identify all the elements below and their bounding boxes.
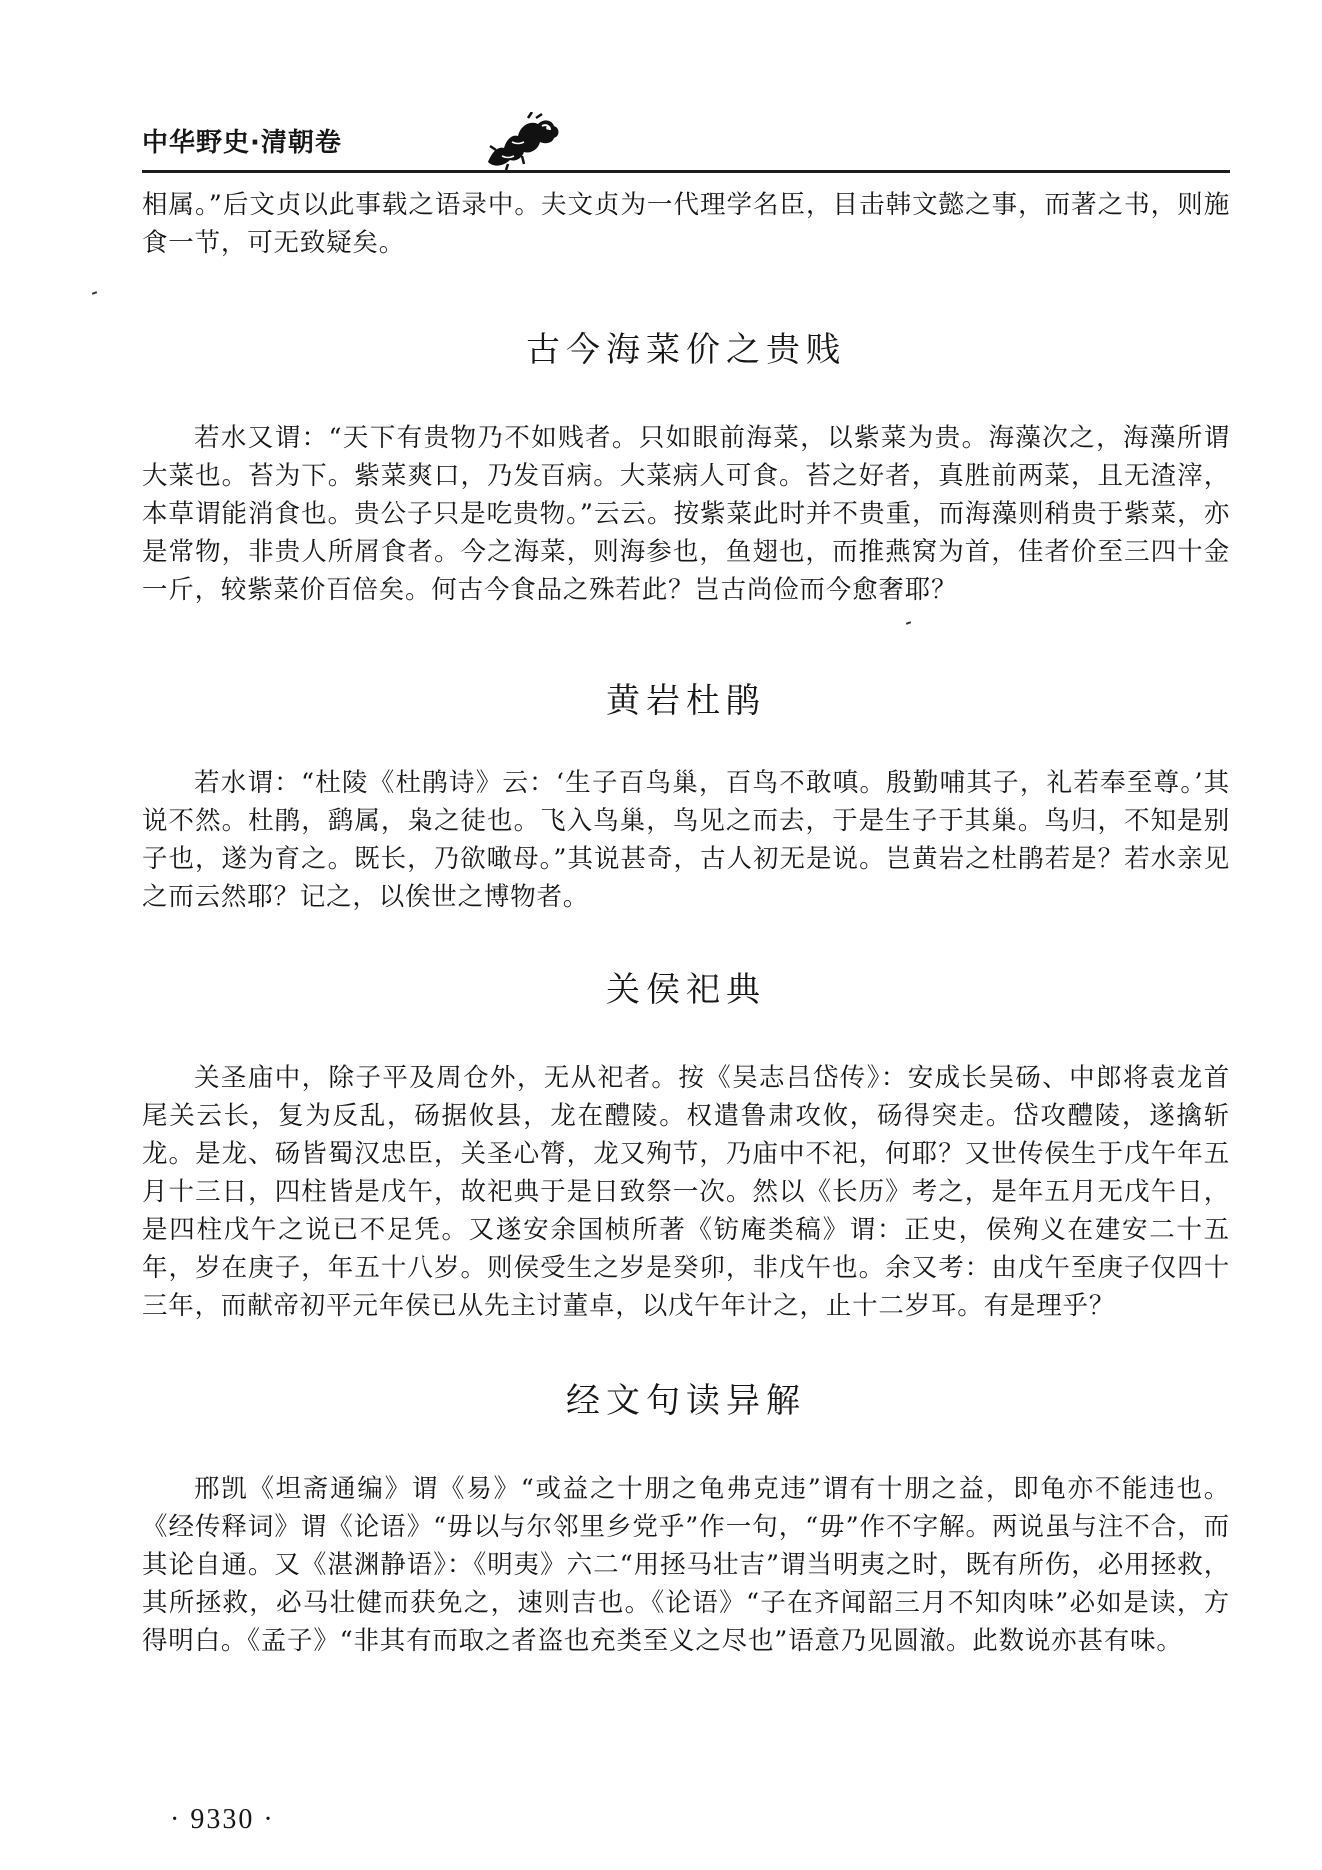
section-body: 若水谓：“杜陵《杜鹃诗》云：‘生子百鸟巢，百鸟不敢嗔。殷勤哺其子，礼若奉至尊。’其说不然。杜鹃，鹞属，枭之徒也。飞入鸟巢，鸟见之而去，于是生子于其巢。鸟归，不知是别子也，遂为育之。既长，乃欲噉母。”其说甚奇，古人初无是说。岂黄岩之杜鹃若是？若水亲见之而云然耶？记之，以俟世之博物者。 <box>142 768 1230 912</box>
section-title: 古今海菜价之贵贱 <box>526 330 846 370</box>
section-title: 经文句读异解 <box>566 1381 806 1421</box>
header-rule <box>142 170 1230 173</box>
section-body: 邢凯《坦斋通编》谓《易》“或益之十朋之龟弗克违”谓有十朋之益，即龟亦不能违也。《经传释词》谓《论语》“毋以与尔邻里乡党乎”作一句，“毋”作不字解。两说虽与注不合，而其论自通。又《湛渊静语》：《明夷》六二“用拯马壮吉”谓当明夷之时，既有所伤，必用拯救，其所拯救，必马壮健而获免之，速则吉也。《论语》“子在齐闻韶三月不知肉味”必如是读，方得明白。《孟子》“非其有而取之者盗也充类至义之尽也”语意乃见圆澈。此数说亦甚有味。 <box>142 1474 1230 1656</box>
book-title: 中华野史·清朝卷 <box>142 128 342 158</box>
dragon-ornament-icon <box>482 112 562 170</box>
continuation-paragraph: 相属。”后文贞以此事载之语录中。夫文贞为一代理学名臣，目击韩文懿之事，而著之书，则施食一节，可无致疑矣。 <box>142 190 1230 258</box>
running-head <box>142 112 562 172</box>
section-body: 若水又谓：“天下有贵物乃不如贱者。只如眼前海菜，以紫菜为贵。海藻次之，海藻所谓大菜也。苔为下。紫菜爽口，乃发百病。大菜病人可食。苔之好者，真胜前两菜，且无渣滓，本草谓能消食也。贵公子只是吃贵物。”云云。按紫菜此时并不贵重，而海藻则稍贵于紫菜，亦是常物，非贵人所屑食者。今之海菜，则海参也，鱼翅也，而推燕窝为首，佳者价至三四十金一斤，较紫菜价百倍矣。何古今食品之殊若此？岂古尚俭而今愈奢耶？ <box>142 423 1230 605</box>
scan-speck <box>92 291 97 295</box>
page-content <box>142 186 1230 1660</box>
section-title: 黄岩杜鹃 <box>606 681 766 721</box>
section-title: 关侯祀典 <box>606 970 766 1010</box>
section-body: 关圣庙中，除子平及周仓外，无从祀者。按《吴志吕岱传》：安成长吴砀、中郎将袁龙首尾关云长，复为反乱，砀据攸县，龙在醴陵。权遣鲁肃攻攸，砀得突走。岱攻醴陵，遂擒斩龙。是龙、砀皆蜀汉忠臣，关圣心膂，龙又殉节，乃庙中不祀，何耶？又世传侯生于戊午年五月十三日，四柱皆是戊午，故祀典于是日致祭一次。然以《长历》考之，是年五月无戊午日，是四柱戊午之说已不足凭。又遂安余国桢所著《钫庵类稿》谓：正史，侯殉义在建安二十五年，岁在庚子，年五十八岁。则侯受生之岁是癸卯，非戊午也。余又考：由戊午至庚子仅四十三年，而献帝初平元年侯已从先主讨董卓，以戊午年计之，止十二岁耳。有是理乎？ <box>142 1063 1230 1321</box>
page-number: · 9330 · <box>170 1804 275 1835</box>
